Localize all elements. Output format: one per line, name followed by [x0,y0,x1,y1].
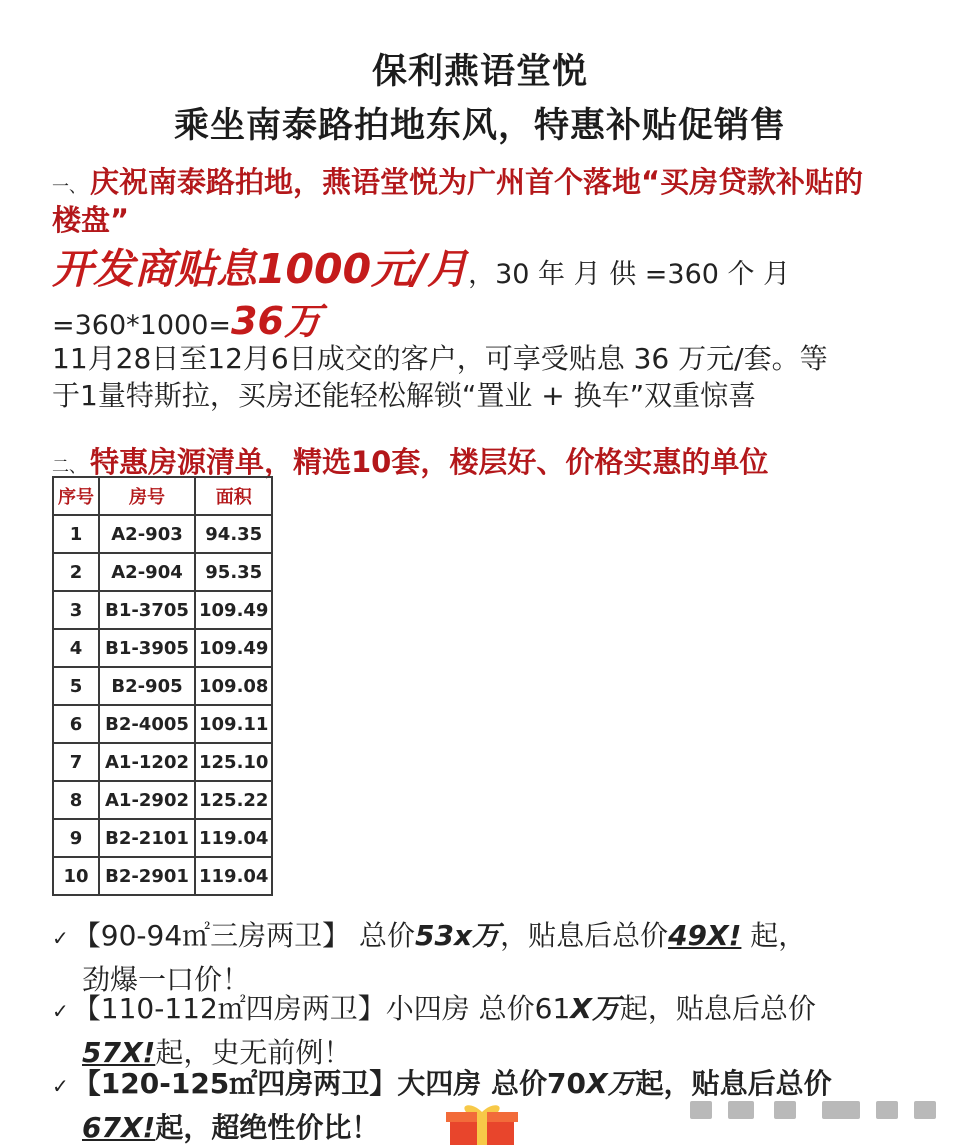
cell-index: 7 [53,743,99,781]
bullet-text: 【90-94㎡三房两卫】 总价 [72,919,416,952]
bullet-price: 53x万 [415,919,501,952]
cell-unit: B2-2901 [99,857,195,895]
bullet-text: 起， [741,919,807,952]
check-icon: ✓ [52,926,69,950]
cell-unit: B2-905 [99,667,195,705]
calc-prefix: =360*1000= [52,310,231,341]
watermark-block [876,1101,898,1119]
bullet-price: X万 [570,992,620,1025]
unit-table [52,476,273,896]
table-row [53,553,272,591]
section1-number: 一、 [52,177,86,197]
section2-heading-text: 特惠房源清单，精选10套，楼层好、价格实惠的单位 [90,445,769,479]
bullet-text: 起，贴息后总价 [635,1067,832,1100]
bullet-text: 【110-112㎡四房两卫】小四房 总价61 [72,992,571,1025]
cell-unit: A2-904 [99,553,195,591]
cell-index: 6 [53,705,99,743]
table-row [53,743,272,781]
cell-area: 119.04 [195,857,272,895]
table-row [53,781,272,819]
bullet-discount-price: 57X! [82,1036,156,1069]
cell-index: 3 [53,591,99,629]
table-row [53,819,272,857]
watermark-block [914,1101,936,1119]
cell-unit: B1-3705 [99,591,195,629]
subsidy-calc: ，30 年 月 供 =360 个 月 [468,259,791,290]
col-header-unit: 房号 [99,477,195,515]
bullet-item [52,987,922,1071]
table-row [53,857,272,895]
cell-area: 125.10 [195,743,272,781]
cell-unit: B2-2101 [99,819,195,857]
check-icon: ✓ [52,1074,69,1098]
cell-area: 109.11 [195,705,272,743]
page-subtitle: 乘坐南泰路拍地东风，特惠补贴促销售 [173,106,786,146]
section2-heading [52,440,768,481]
bullet-text: 起，史无前例！ [155,1036,352,1069]
cell-index: 9 [53,819,99,857]
table-row [53,629,272,667]
bullet-text: 起，超绝性价比！ [155,1111,380,1144]
watermark [690,1097,940,1123]
cell-unit: B1-3905 [99,629,195,667]
cell-index: 4 [53,629,99,667]
section1-heading-a: 庆祝南泰路拍地，燕语堂悦为广州首个落地“买房贷款补贴的 [90,165,864,199]
bullet-discount-price: 67X! [82,1111,156,1144]
cell-area: 109.49 [195,629,272,667]
table-row [53,667,272,705]
cell-index: 1 [53,515,99,553]
calc-result: 36万 [231,299,322,343]
cell-unit: A1-2902 [99,781,195,819]
cell-unit: A1-1202 [99,743,195,781]
section1-heading-b: 楼盘” [52,203,130,237]
section2-number: 二、 [52,457,86,477]
section1-heading [52,160,863,201]
watermark-block [690,1101,712,1119]
note-line-a: 11月28日至12月6日成交的客户，可享受贴息 36 万元/套。等 [52,342,828,375]
bullet-text: 起，贴息后总价 [619,992,816,1025]
cell-index: 10 [53,857,99,895]
table-row [53,705,272,743]
cell-area: 109.08 [195,667,272,705]
cell-area: 95.35 [195,553,272,591]
watermark-block [728,1101,754,1119]
gift-icon [442,1102,522,1145]
cell-area: 94.35 [195,515,272,553]
cell-index: 8 [53,781,99,819]
cell-unit: B2-4005 [99,705,195,743]
cell-area: 125.22 [195,781,272,819]
col-header-index: 序号 [53,477,99,515]
cell-area: 119.04 [195,819,272,857]
bullet-text-line2: 劲爆一口价！ [82,963,251,996]
bullet-item [52,914,922,998]
col-header-area: 面积 [195,477,272,515]
bullet-discount-price: 49X! [668,919,742,952]
subsidy-line [52,236,790,295]
bullet-text: ，贴息后总价 [500,919,669,952]
cell-area: 109.49 [195,591,272,629]
subsidy-highlight: 开发商贴息1000元/月 [52,245,469,293]
cell-index: 5 [53,667,99,705]
table-header-row [53,477,272,515]
note-line-b: 于1量特斯拉，买房还能轻松解锁“置业 + 换车”双重惊喜 [52,379,757,412]
page-title: 保利燕语堂悦 [371,52,588,92]
table-row [53,515,272,553]
bullet-price: X万 [586,1067,636,1100]
watermark-block [822,1101,860,1119]
cell-unit: A2-903 [99,515,195,553]
cell-index: 2 [53,553,99,591]
table-row [53,591,272,629]
watermark-block [774,1101,796,1119]
check-icon: ✓ [52,999,69,1023]
bullet-text: 【120-125㎡四房两卫】大四房 总价70 [72,1067,586,1100]
